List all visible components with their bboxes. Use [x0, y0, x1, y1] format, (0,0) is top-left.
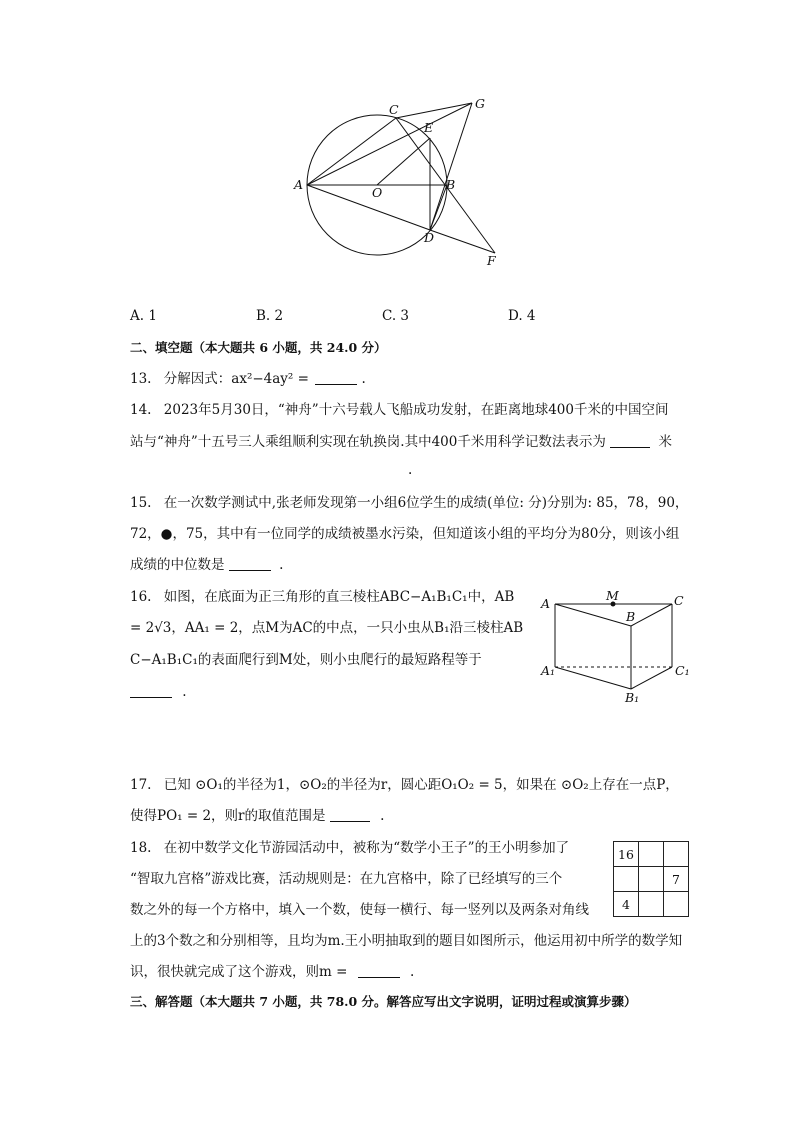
question-13 — [130, 369, 366, 389]
question-15-line3 — [130, 555, 283, 575]
q18-answer-blank[interactable] — [358, 963, 400, 978]
q16-line2: = 2√3，AA₁ = 2，点M为AC的中点，一只小虫从B₁沿三棱柱AB — [130, 620, 524, 636]
segment-AD — [307, 185, 430, 230]
q17-tail: . — [380, 808, 385, 824]
label-F: F — [487, 253, 496, 268]
q14-answer-blank[interactable] — [610, 433, 650, 448]
q17-line1: 已知 ⊙O₁的半径为1，⊙O₂的半径为r，圆心距O₁O₂ = 5，如果在 ⊙O₂上存在一点P， — [163, 777, 679, 793]
grid-cell — [639, 842, 664, 867]
q15-tail: . — [279, 557, 284, 573]
q15-line1: 在一次数学测试中,张老师发现第一小组6位学生的成绩(单位: 分)分别为: 85，78，90， — [163, 495, 689, 511]
edge-AB — [555, 604, 631, 626]
segment-AC — [307, 118, 396, 185]
label-G: G — [475, 96, 485, 111]
q16-line1: 如图，在底面为正三角形的直三棱柱ABC−A₁B₁C₁中，AB — [163, 589, 515, 605]
option-d: D. 4 — [508, 308, 536, 324]
grid-cell — [664, 892, 689, 917]
question-18-line1 — [130, 838, 569, 858]
grid-cell — [664, 842, 689, 867]
q14-unit: 米 — [658, 434, 672, 450]
q14-tail: . — [408, 462, 413, 478]
option-a: A. 1 — [130, 308, 157, 324]
q16-number: 16. — [130, 589, 152, 605]
label-M: M — [606, 590, 619, 603]
q13-text: 分解因式：ax²−4ay² = — [163, 371, 309, 387]
segment-GD — [430, 103, 472, 230]
question-15-line1 — [130, 493, 688, 513]
label-A: A — [294, 177, 304, 192]
q14-line2: 站与“神舟”十五号三人乘组顺利实现在轨换岗.其中400千米用科学记数法表示为 — [130, 434, 606, 450]
q16-line3: C−A₁B₁C₁的表面爬行到M处，则小虫爬行的最短路程等于 — [130, 652, 482, 668]
grid-cell — [614, 867, 639, 892]
label-D: D — [424, 230, 435, 245]
label-B1: B₁ — [625, 690, 640, 705]
option-b: B. 2 — [256, 308, 284, 324]
q18-line2: “智取九宫格”游戏比赛，活动规则是：在九宫格中，除了已经填写的三个 — [130, 871, 563, 887]
q16-tail: . — [182, 684, 187, 700]
q15-answer-blank[interactable] — [229, 556, 271, 571]
q13-answer-blank[interactable] — [315, 370, 357, 385]
magic-square-grid — [613, 841, 689, 917]
segment-OE — [377, 138, 430, 185]
q15-number: 15. — [130, 495, 152, 511]
label-B: B — [446, 177, 456, 192]
circle-figure — [290, 95, 510, 270]
segment-DF — [430, 230, 495, 253]
q14-line1: 2023年5月30日，“神舟”十六号载人飞船成功发射，在距离地球400千米的中国空间 — [163, 402, 669, 418]
question-17-line1 — [130, 775, 679, 795]
segment-BD — [430, 185, 447, 230]
section3-heading: 三、解答题（本大题共 7 小题，共 78.0 分。解答应写出文字说明，证明过程或演算步骤） — [130, 994, 637, 1009]
question-16-line1 — [130, 587, 514, 607]
q15-line2: 72，●，75，其中有一位同学的成绩被墨水污染，但知道该小组的平均分为80分，则该小组 — [130, 526, 680, 542]
edge-BC — [631, 604, 672, 626]
label-C: C — [389, 102, 399, 117]
label-A: A — [541, 596, 551, 611]
q18-tail: . — [410, 964, 415, 980]
q13-tail: . — [361, 371, 366, 387]
q15-line3: 成绩的中位数是 — [130, 557, 225, 573]
q17-number: 17. — [130, 777, 152, 793]
grid-cell — [639, 867, 664, 892]
label-A1: A₁ — [541, 663, 556, 678]
segment-CG — [396, 103, 472, 118]
label-C: C — [674, 593, 684, 608]
q17-line2: 使得PO₁ = 2，则r的取值范围是 — [130, 808, 326, 824]
label-B: B — [626, 609, 636, 624]
question-17-line2 — [130, 806, 384, 826]
q14-number: 14. — [130, 402, 152, 418]
question-16-line4 — [130, 682, 187, 702]
label-E: E — [424, 120, 434, 135]
q17-answer-blank[interactable] — [330, 807, 370, 822]
option-c: C. 3 — [382, 308, 410, 324]
q18-number: 18. — [130, 840, 152, 856]
q18-line3: 数之外的每一个方格中，填入一个数，使每一横行、每一竖列以及两条对角线 — [130, 902, 589, 918]
label-C1: C₁ — [675, 663, 690, 678]
section2-heading: 二、填空题（本大题共 6 小题，共 24.0 分） — [130, 340, 387, 355]
grid-cell: 7 — [664, 867, 689, 892]
q18-line5: 识，很快就完成了这个游戏，则m = — [130, 964, 348, 980]
edge-A1B1 — [555, 667, 631, 689]
label-O: O — [372, 185, 383, 200]
grid-cell: 4 — [614, 892, 639, 917]
grid-cell: 16 — [614, 842, 639, 867]
q18-line4: 上的3个数之和分别相等，且均为m.王小明抽取到的题目如图所示，他运用初中所学的数学知 — [130, 933, 683, 949]
q13-number: 13. — [130, 371, 152, 387]
q18-line1: 在初中数学文化节游园活动中，被称为“数学小王子”的王小明参加了 — [163, 840, 570, 856]
question-14-line1 — [130, 400, 668, 420]
grid-cell — [639, 892, 664, 917]
question-14-line2 — [130, 432, 672, 452]
q16-answer-blank[interactable] — [130, 683, 172, 698]
prism-figure — [535, 590, 695, 710]
question-18-line5 — [130, 962, 414, 982]
edge-B1C1 — [631, 667, 672, 689]
